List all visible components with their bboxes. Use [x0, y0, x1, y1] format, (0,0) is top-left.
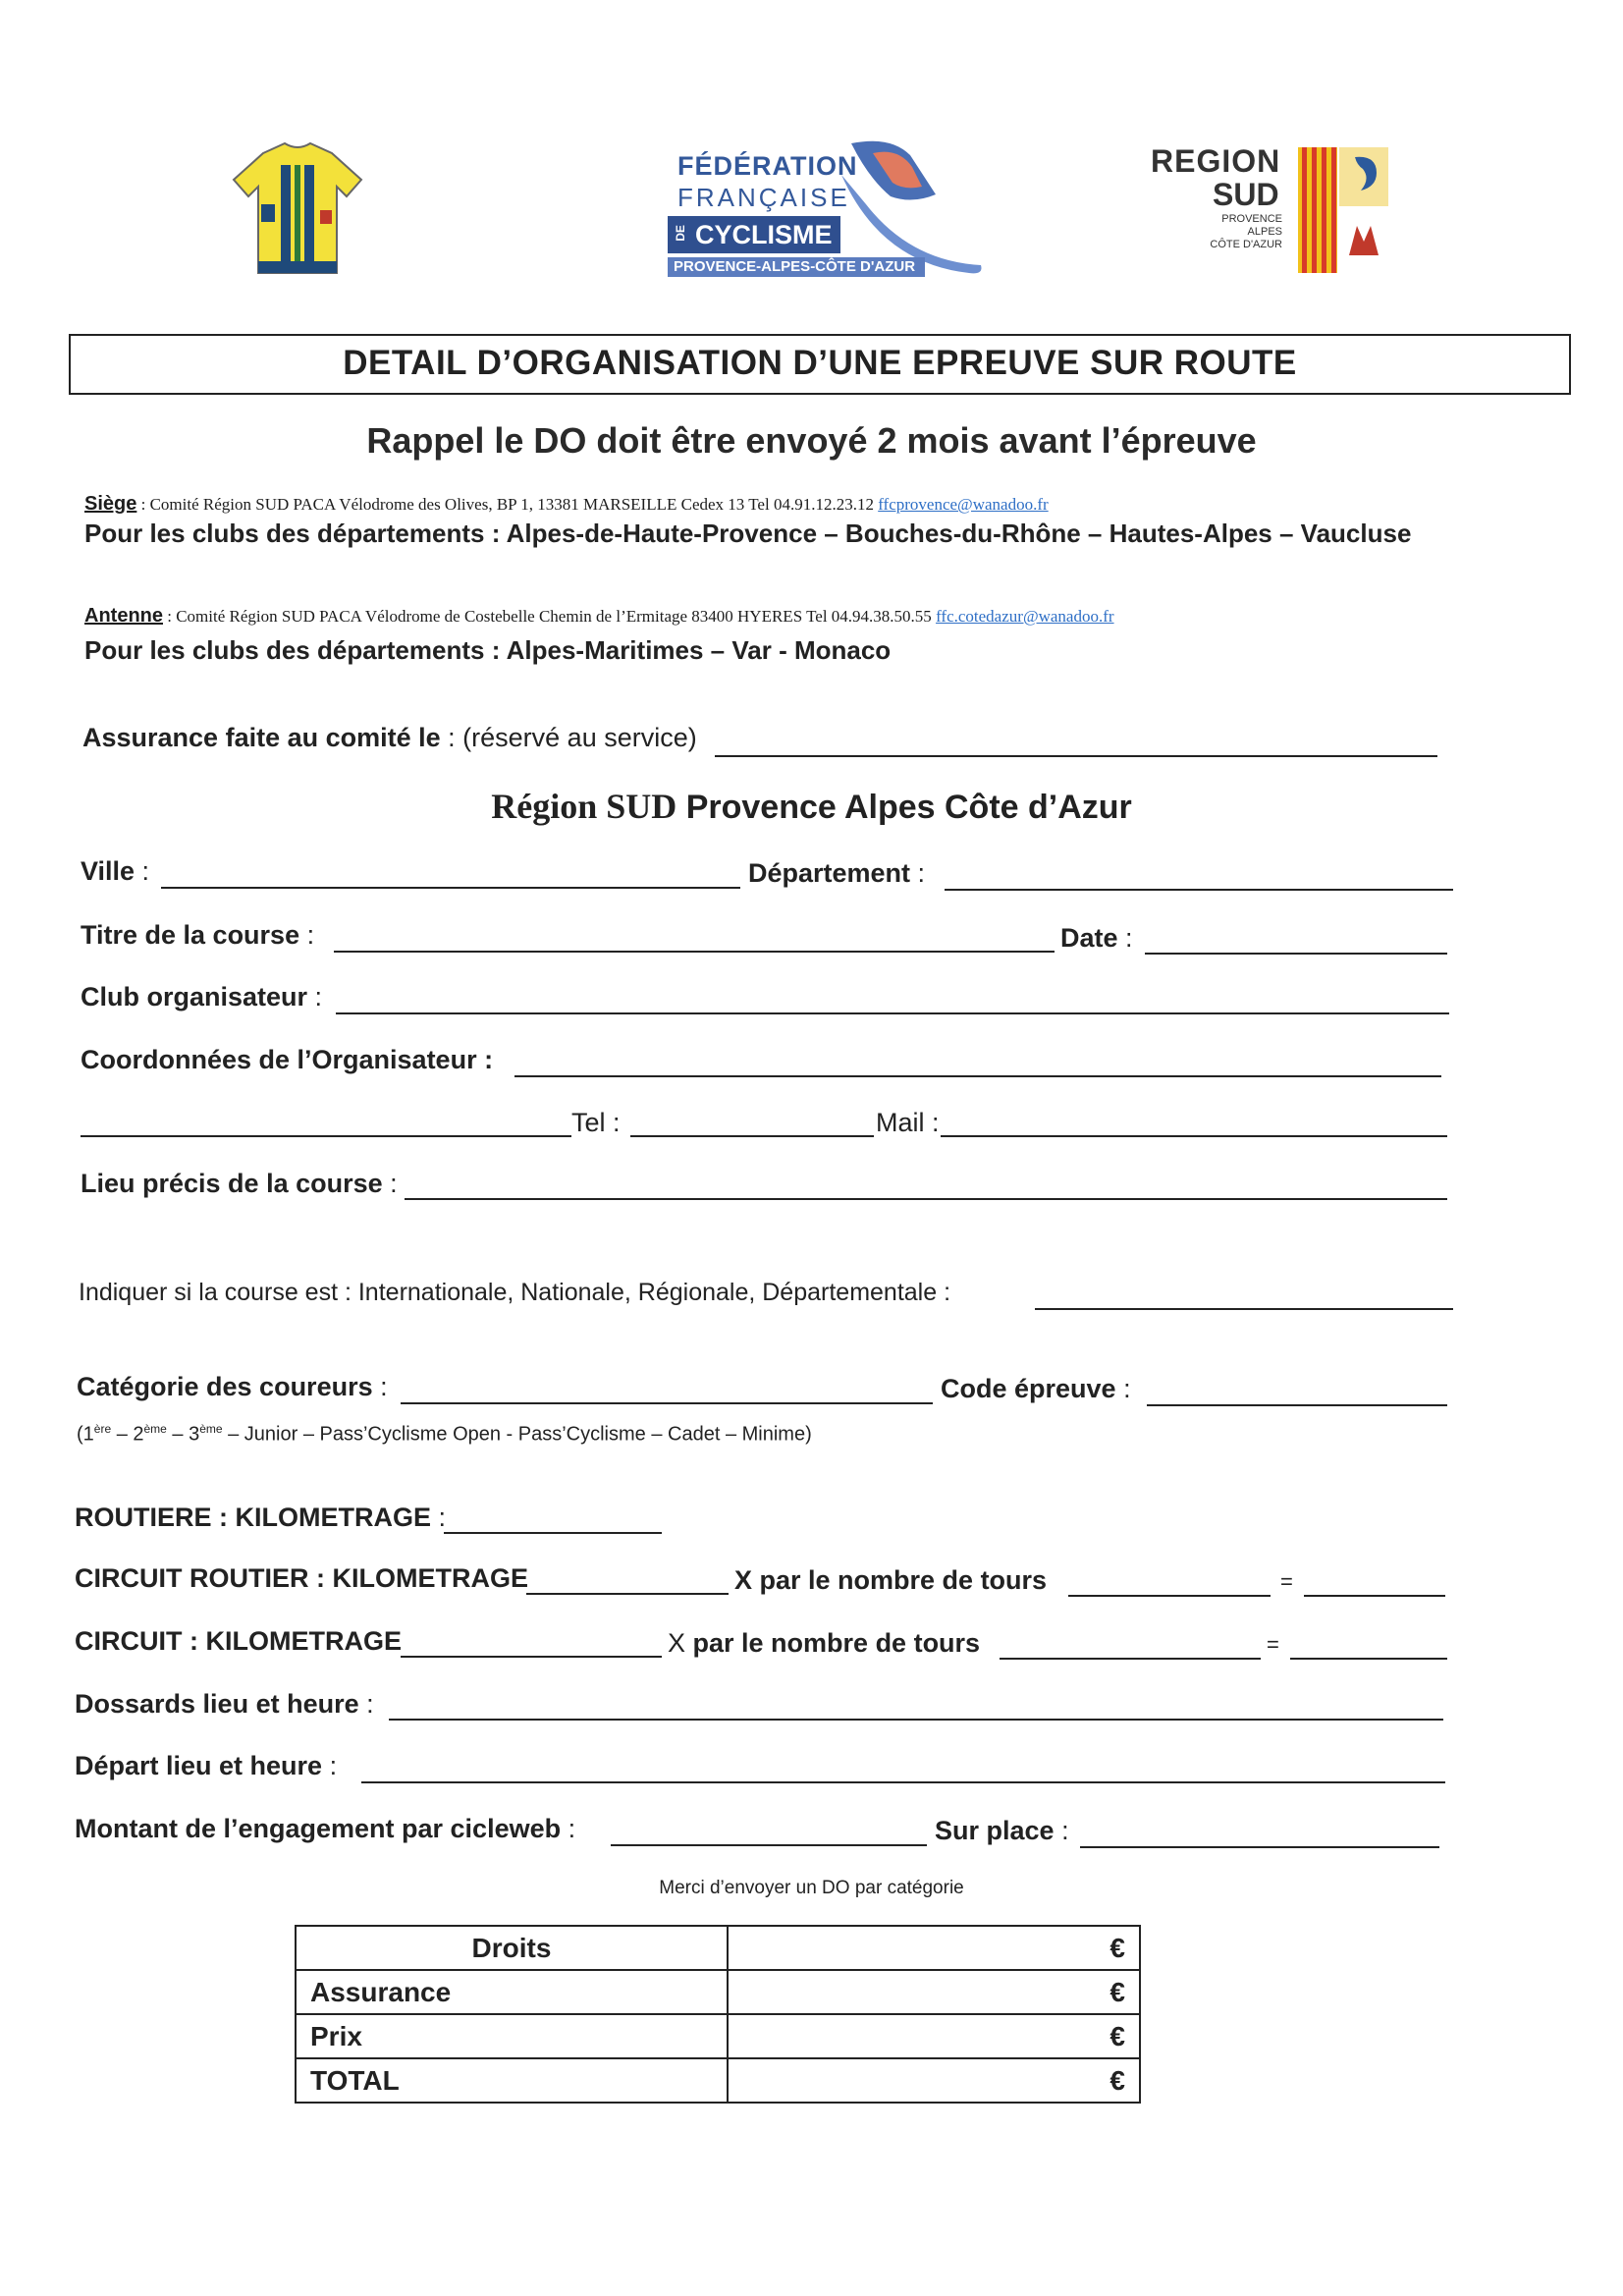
circuit-tours-x: X — [668, 1628, 686, 1658]
code-colon: : — [1115, 1374, 1131, 1403]
mail-label: Mail : — [876, 1108, 940, 1137]
siege-label: Siège — [84, 493, 137, 515]
circuit-km-field[interactable] — [401, 1656, 662, 1658]
categorie-label — [77, 1372, 388, 1402]
montant-label-text: Montant de l’engagement par cicleweb — [75, 1814, 562, 1843]
date-label-text: Date — [1060, 923, 1118, 953]
dossards-field[interactable] — [389, 1719, 1443, 1721]
ville-field[interactable] — [161, 887, 740, 889]
club-label — [81, 982, 322, 1012]
region-heading — [0, 786, 1623, 827]
assurance-note: : (réservé au service) — [440, 723, 697, 752]
ffc-logo-band-text: CYCLISME — [695, 220, 833, 249]
merci-note: Merci d’envoyer un DO par catégorie — [659, 1878, 964, 1898]
fee-label: Droits — [296, 1926, 728, 1970]
sur-place-field[interactable] — [1080, 1846, 1439, 1848]
category-note-rest: – Junior – Pass’Cyclisme Open - Pass’Cyclisme – Cadet – Minime) — [222, 1423, 812, 1446]
fee-label: Prix — [296, 2014, 728, 2058]
ffc-logo-line1: FÉDÉRATION — [677, 151, 858, 181]
date-colon: : — [1117, 923, 1133, 953]
antenne-email-link[interactable]: ffc.cotedazur@wanadoo.fr — [936, 607, 1114, 626]
titre-colon: : — [299, 920, 315, 950]
category-note — [77, 1422, 812, 1447]
category-note-sup2: ème — [143, 1422, 167, 1436]
tel-field[interactable] — [630, 1135, 874, 1137]
ville-label — [81, 856, 149, 887]
antenne-line — [84, 605, 1114, 628]
antenne-clubs: Pour les clubs des départements : Alpes-Maritimes – Var - Monaco — [84, 635, 892, 665]
departement-colon: : — [910, 858, 926, 888]
lieu-label — [81, 1169, 398, 1199]
table-row — [296, 2058, 1140, 2103]
region-logo-line3: PROVENCE — [1221, 213, 1282, 225]
tel-label: Tel : — [571, 1108, 621, 1137]
fee-amount-cell[interactable]: € — [728, 1926, 1140, 1970]
circuit-routier-km-field[interactable] — [526, 1593, 729, 1595]
departement-label — [748, 858, 925, 889]
depart-field[interactable] — [361, 1781, 1445, 1783]
ville-colon: : — [135, 856, 150, 886]
code-label — [941, 1374, 1131, 1404]
ffc-logo-subtitle: PROVENCE-ALPES-CÔTE D'AZUR — [668, 257, 925, 277]
antenne-label: Antenne — [84, 605, 163, 627]
lieu-field[interactable] — [405, 1198, 1447, 1200]
circuit-routier-label: CIRCUIT ROUTIER : KILOMETRAGE — [75, 1563, 528, 1593]
circuit-routier-tours-label: X par le nombre de tours — [734, 1565, 1048, 1595]
circuit-equals: = — [1267, 1632, 1279, 1657]
niveau-label: Indiquer si la course est : Internationale, Nationale, Régionale, Départementale : — [79, 1279, 951, 1306]
category-note-t2: – 3 — [166, 1423, 200, 1446]
montant-cicleweb-field[interactable] — [611, 1844, 927, 1846]
reminder-heading: Rappel le DO doit être envoyé 2 mois avant l’épreuve — [366, 420, 1257, 461]
date-label — [1060, 923, 1133, 954]
club-colon: : — [307, 982, 323, 1011]
sur-place-label-text: Sur place — [935, 1816, 1055, 1845]
depart-label-text: Départ lieu et heure — [75, 1751, 323, 1780]
fees-table — [295, 1925, 1141, 2104]
coordonnees-field-2[interactable] — [81, 1135, 571, 1137]
routiere-colon: : — [431, 1503, 447, 1532]
departement-field[interactable] — [945, 889, 1453, 891]
assurance-field[interactable] — [715, 755, 1437, 757]
region-logo-line2: SUD — [1213, 177, 1279, 212]
departement-label-text: Département — [748, 858, 911, 888]
routiere-field[interactable] — [444, 1532, 662, 1534]
region-logo-line5: CÔTE D'AZUR — [1210, 239, 1282, 250]
categorie-label-text: Catégorie des coureurs — [77, 1372, 373, 1401]
table-row — [296, 2014, 1140, 2058]
titre-label — [81, 920, 314, 951]
jersey-logo — [224, 136, 371, 283]
circuit-label: CIRCUIT : KILOMETRAGE — [75, 1626, 402, 1656]
code-label-text: Code épreuve — [941, 1374, 1116, 1403]
coordonnees-label: Coordonnées de l’Organisateur : — [81, 1045, 494, 1074]
circuit-routier-total-field[interactable] — [1304, 1595, 1445, 1597]
category-note-open: (1 — [77, 1423, 94, 1446]
category-note-t1: – 2 — [111, 1423, 144, 1446]
routiere-label — [75, 1503, 446, 1533]
assurance-label-text: Assurance faite au comité le — [82, 723, 441, 752]
dossards-label-text: Dossards lieu et heure — [75, 1689, 359, 1719]
montant-label — [75, 1814, 575, 1844]
fee-amount-cell[interactable]: € — [728, 1970, 1140, 2014]
table-row — [296, 1970, 1140, 2014]
siege-clubs: Pour les clubs des départements : Alpes-de-Haute-Provence – Bouches-du-Rhône – Hautes-Alpes – Vaucluse — [84, 519, 1412, 548]
dossards-colon: : — [358, 1689, 374, 1719]
assurance-label — [82, 723, 697, 753]
siege-email-link[interactable]: ffcprovence@wanadoo.fr — [878, 495, 1049, 514]
siege-address: : Comité Région SUD PACA Vélodrome des Olives, BP 1, 13381 MARSEILLE Cedex 13 Tel 04.91.12.23.12 — [136, 495, 879, 514]
fee-amount-cell[interactable]: € — [728, 2058, 1140, 2103]
code-field[interactable] — [1147, 1404, 1447, 1406]
circuit-tours-text: par le nombre de tours — [685, 1628, 981, 1658]
montant-colon: : — [561, 1814, 576, 1843]
circuit-tours-label — [668, 1628, 980, 1659]
circuit-total-field[interactable] — [1290, 1658, 1447, 1660]
fee-label: Assurance — [296, 1970, 728, 2014]
categorie-field[interactable] — [401, 1402, 933, 1404]
region-logo-line4: ALPES — [1247, 226, 1282, 238]
lieu-colon: : — [382, 1169, 398, 1198]
mail-field[interactable] — [941, 1135, 1447, 1137]
sur-place-label — [935, 1816, 1069, 1846]
siege-line — [84, 493, 1049, 516]
niveau-field[interactable] — [1035, 1308, 1453, 1310]
region-flag-icon — [1298, 147, 1388, 273]
fee-label: TOTAL — [296, 2058, 728, 2103]
fee-amount-cell[interactable]: € — [728, 2014, 1140, 2058]
club-label-text: Club organisateur — [81, 982, 308, 1011]
dossards-label — [75, 1689, 374, 1720]
depart-colon: : — [322, 1751, 338, 1780]
categorie-colon: : — [372, 1372, 388, 1401]
region-heading-part1: Région SUD — [491, 787, 677, 826]
club-field[interactable] — [336, 1012, 1449, 1014]
ville-label-text: Ville — [81, 856, 135, 886]
sur-place-colon: : — [1054, 1816, 1069, 1845]
region-logo-small-text — [1210, 213, 1282, 251]
circuit-routier-equals: = — [1280, 1569, 1293, 1594]
titre-label-text: Titre de la course — [81, 920, 300, 950]
date-field[interactable] — [1145, 953, 1447, 955]
depart-label — [75, 1751, 337, 1781]
antenne-address: : Comité Région SUD PACA Vélodrome de Costebelle Chemin de l’Ermitage 83400 HYERES Tel 04.94.38.50.55 — [163, 607, 937, 626]
titre-field[interactable] — [334, 951, 1055, 953]
ffc-logo-line2: FRANÇAISE — [677, 183, 850, 212]
lieu-label-text: Lieu précis de la course — [81, 1169, 383, 1198]
coordonnees-field[interactable] — [514, 1075, 1441, 1077]
region-heading-part2: Provence Alpes Côte d’Azur — [676, 789, 1132, 826]
routiere-label-text: ROUTIERE : KILOMETRAGE — [75, 1503, 431, 1532]
region-logo-line1: REGION — [1151, 143, 1281, 179]
page-title: DETAIL D’ORGANISATION D’UNE EPREUVE SUR ROUTE — [343, 344, 1297, 382]
category-note-sup3: ème — [199, 1422, 223, 1436]
circuit-tours-field[interactable] — [1000, 1658, 1261, 1660]
table-row — [296, 1926, 1140, 1970]
circuit-routier-tours-field[interactable] — [1068, 1595, 1271, 1597]
ffc-logo-band-prefix: DE — [674, 225, 687, 242]
category-note-sup1: ère — [93, 1422, 112, 1436]
